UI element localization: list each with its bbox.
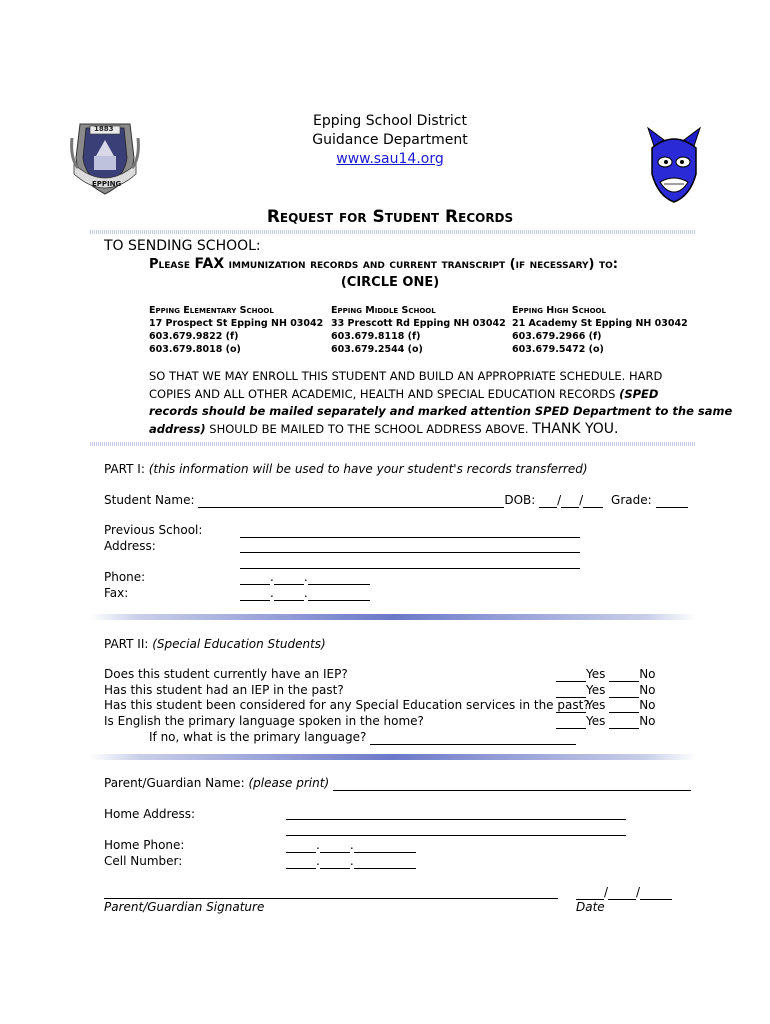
guardian-name-hint: (please print)	[248, 776, 330, 790]
yes-no-field[interactable]	[556, 667, 656, 682]
date-year[interactable]	[640, 887, 672, 900]
dob-year-field[interactable]	[583, 495, 603, 508]
question-text: Has this student had an IEP in the past?	[104, 683, 344, 697]
primary-language-row	[149, 730, 576, 745]
part2-note: (Special Education Students)	[152, 637, 326, 651]
yes-blank[interactable]	[556, 669, 586, 682]
part1-note: (this information will be used to have your student's records transferred)	[148, 462, 588, 476]
yes-label: Yes	[586, 683, 606, 697]
notice-line-4b: SHOULD BE MAILED TO THE SCHOOL ADDRESS ABOVE.	[205, 421, 529, 436]
yes-label: Yes	[586, 714, 606, 728]
part1-heading	[104, 462, 588, 477]
thank-you: THANK YOU.	[532, 420, 619, 437]
home-address-field-line-1[interactable]	[286, 819, 626, 820]
no-blank[interactable]	[609, 685, 639, 698]
dob-label: DOB:	[504, 493, 536, 507]
dob-month-field[interactable]	[539, 495, 557, 508]
fax-instruction-rest: immunization records and current transcript (if necessary) to:	[224, 257, 618, 272]
no-label: No	[639, 714, 656, 728]
yes-blank[interactable]	[556, 716, 586, 729]
no-blank[interactable]	[609, 700, 639, 713]
guardian-name-row	[104, 776, 691, 791]
school-option-middle[interactable]	[331, 304, 506, 356]
school-name: Epping Elementary School	[149, 305, 274, 316]
fax-area[interactable]	[240, 588, 270, 601]
question-text: Is English the primary language spoken in the home?	[104, 714, 424, 728]
school-name: Epping Middle School	[331, 305, 436, 316]
circle-one-label: (CIRCLE ONE)	[340, 275, 440, 290]
address-field-line-1[interactable]	[240, 552, 580, 553]
school-office: 603.679.8018 (o)	[149, 344, 241, 355]
home-phone-prefix[interactable]	[320, 840, 350, 853]
guardian-name-label: Parent/Guardian Name:	[104, 776, 245, 790]
yes-label: Yes	[586, 698, 606, 712]
school-option-elementary[interactable]	[149, 304, 323, 356]
school-address: 17 Prospect St Epping NH 03042	[149, 318, 324, 329]
address-field-line-2[interactable]	[240, 568, 580, 569]
fax-instruction-prefix: Please	[149, 257, 195, 272]
yes-blank[interactable]	[556, 700, 586, 713]
phone-label: Phone:	[104, 570, 146, 584]
notice-line-2a: COPIES AND ALL OTHER ACADEMIC, HEALTH AND SPECIAL EDUCATION RECORDS	[149, 386, 620, 401]
school-name: Epping High School	[512, 305, 606, 316]
signature-label: Parent/Guardian Signature	[104, 900, 265, 914]
student-name-label: Student Name:	[104, 493, 195, 507]
school-office: 603.679.2544 (o)	[331, 344, 423, 355]
yes-label: Yes	[586, 667, 606, 681]
part1-label: PART I:	[104, 462, 145, 476]
district-crest-logo	[70, 118, 140, 200]
primary-language-field[interactable]	[370, 732, 576, 745]
cell-number-label: Cell Number:	[104, 854, 183, 868]
school-option-high[interactable]	[512, 304, 688, 356]
phone-area[interactable]	[240, 572, 270, 585]
phone-field[interactable]: . .	[240, 570, 370, 585]
no-blank[interactable]	[609, 716, 639, 729]
iep-question-1	[104, 667, 684, 682]
crest-name: EPPING	[92, 180, 122, 188]
home-phone-line[interactable]	[354, 840, 416, 853]
fax-instruction-fax: FAX	[194, 256, 225, 272]
date-field[interactable]: / /	[576, 885, 672, 900]
school-fax: 603.679.9822 (f)	[149, 331, 239, 342]
notice-line-3: records should be mailed separately and marked attention SPED Department to the same	[149, 404, 733, 418]
iep-question-4	[104, 714, 684, 729]
signature-field[interactable]	[104, 898, 558, 899]
primary-language-label: If no, what is the primary language?	[149, 730, 367, 744]
grade-label: Grade:	[611, 493, 652, 507]
date-month[interactable]	[576, 887, 604, 900]
district-header	[240, 112, 540, 169]
iep-question-3	[104, 698, 684, 713]
guardian-name-field[interactable]	[333, 778, 691, 791]
previous-school-field[interactable]	[240, 537, 580, 538]
fax-instruction	[149, 256, 618, 272]
fax-field[interactable]: . .	[240, 586, 370, 601]
home-phone-area[interactable]	[286, 840, 316, 853]
notice-line-4	[149, 421, 732, 439]
section-divider	[90, 442, 695, 446]
phone-prefix[interactable]	[274, 572, 304, 585]
to-sending-school-label: TO SENDING SCHOOL:	[104, 238, 261, 254]
school-office: 603.679.5472 (o)	[512, 344, 604, 355]
school-address: 33 Prescott Rd Epping NH 03042	[331, 318, 506, 329]
cell-line[interactable]	[354, 856, 416, 869]
school-address: 21 Academy St Epping NH 03042	[512, 318, 688, 329]
part2-label: PART II:	[104, 637, 149, 651]
notice-line-2b: (SPED	[619, 386, 659, 401]
student-name-field[interactable]	[198, 495, 504, 508]
no-label: No	[639, 683, 656, 697]
part2-heading	[104, 637, 326, 652]
school-fax: 603.679.8118 (f)	[331, 331, 421, 342]
school-fax: 603.679.2966 (f)	[512, 331, 602, 342]
notice-line-4a: address)	[149, 421, 206, 436]
home-phone-field[interactable]: . .	[286, 838, 416, 853]
question-text: Has this student been considered for any Special Education services in the past?	[104, 698, 590, 712]
fax-prefix[interactable]	[274, 588, 304, 601]
iep-question-2	[104, 683, 684, 698]
phone-line[interactable]	[308, 572, 370, 585]
cell-area[interactable]	[286, 856, 316, 869]
form-title: Request for Student Records	[266, 207, 514, 227]
date-day[interactable]	[608, 887, 636, 900]
no-label: No	[639, 698, 656, 712]
home-phone-label: Home Phone:	[104, 838, 185, 852]
section-divider	[90, 754, 695, 760]
department-name: Guidance Department	[312, 132, 468, 148]
yes-no-field[interactable]	[556, 683, 656, 698]
previous-school-label: Previous School:	[104, 523, 203, 537]
cell-number-field[interactable]: . .	[286, 854, 416, 869]
blue-devil-mascot-logo	[646, 126, 702, 206]
crest-year: 1883	[94, 125, 114, 133]
yes-no-field[interactable]	[556, 714, 656, 729]
district-name: Epping School District	[313, 113, 467, 129]
student-name-row: Student Name: DOB: / / Grade:	[104, 493, 688, 508]
fax-label: Fax:	[104, 586, 129, 600]
home-address-field-line-2[interactable]	[286, 835, 626, 836]
dob-day-field[interactable]	[561, 495, 579, 508]
website-link[interactable]: www.sau14.org	[336, 151, 444, 167]
date-label: Date	[576, 900, 605, 914]
no-blank[interactable]	[609, 669, 639, 682]
records-notice	[149, 368, 732, 438]
section-divider	[90, 614, 695, 620]
cell-prefix[interactable]	[320, 856, 350, 869]
title-divider	[90, 230, 695, 234]
yes-blank[interactable]	[556, 685, 586, 698]
no-label: No	[639, 667, 656, 681]
yes-no-field[interactable]	[556, 698, 656, 713]
notice-line-2	[149, 386, 732, 404]
notice-line-1: SO THAT WE MAY ENROLL THIS STUDENT AND BUILD AN APPROPRIATE SCHEDULE. HARD	[149, 369, 663, 383]
grade-field[interactable]	[656, 495, 688, 508]
question-text: Does this student currently have an IEP?	[104, 667, 348, 681]
address-label: Address:	[104, 539, 156, 553]
fax-line[interactable]	[308, 588, 370, 601]
home-address-label: Home Address:	[104, 807, 196, 821]
